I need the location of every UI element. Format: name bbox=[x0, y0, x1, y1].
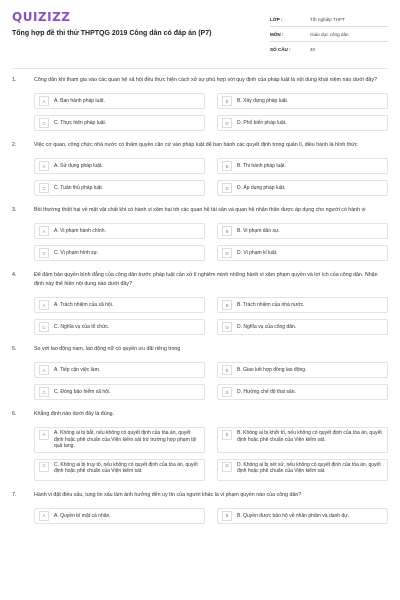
header-divider bbox=[12, 68, 388, 69]
question bbox=[12, 141, 388, 196]
option-a[interactable] bbox=[34, 93, 205, 109]
option-letter-badge: B bbox=[222, 511, 232, 521]
option-letter-badge: D bbox=[222, 387, 232, 397]
option-a[interactable] bbox=[34, 362, 205, 378]
option-text: D. Phổ biến pháp luật. bbox=[237, 120, 287, 126]
option-c[interactable] bbox=[34, 180, 205, 196]
option-c[interactable] bbox=[34, 245, 205, 261]
option-text: D. Vi phạm kỉ luật. bbox=[237, 250, 278, 256]
option-text: A. Sử dụng pháp luật. bbox=[54, 163, 103, 169]
option-letter-badge: A bbox=[39, 365, 49, 375]
option-b[interactable] bbox=[217, 508, 388, 524]
option-letter-badge: C bbox=[39, 387, 49, 397]
answer-options bbox=[12, 158, 388, 196]
option-letter-badge: B bbox=[222, 161, 232, 171]
option-letter-badge: C bbox=[39, 322, 49, 332]
meta-value: Tốt nghiệp THPT bbox=[310, 16, 345, 22]
option-b[interactable] bbox=[217, 427, 388, 453]
question-text: Để đảm bảo quyền bình đẳng của công dân trước pháp luật cần xử lí nghiêm minh những hành vi xâm phạm quyền và lợi ích của công dân. Nhận định này thể hiện nội dung nào dưới đây? bbox=[34, 272, 378, 287]
option-text: B. Xây dựng pháp luật. bbox=[237, 98, 289, 104]
option-b[interactable] bbox=[217, 93, 388, 109]
meta-value: Giáo dục công dân bbox=[310, 31, 349, 37]
option-text: D. Hưởng chế độ thai sản. bbox=[237, 389, 296, 395]
option-b[interactable] bbox=[217, 223, 388, 239]
meta-key: LỚP : bbox=[270, 16, 283, 22]
option-text: A. Ban hành pháp luật. bbox=[54, 98, 105, 104]
option-d[interactable] bbox=[217, 115, 388, 131]
option-letter-badge: C bbox=[39, 118, 49, 128]
question bbox=[12, 491, 388, 524]
option-text: A. Không ai bị bắt, nếu không có quyết định của tòa án, quyết định hoặc phê chuẩn của Viện kiểm sát trừ trường hợp phạm tội quả tang. bbox=[54, 430, 197, 449]
answer-options bbox=[12, 427, 388, 481]
question-number: 2. bbox=[12, 142, 17, 148]
document-header bbox=[12, 10, 388, 62]
option-text: B. Thi hành pháp luật. bbox=[237, 163, 286, 169]
option-text: D. Nghĩa vụ của công dân. bbox=[237, 324, 297, 330]
option-d[interactable] bbox=[217, 384, 388, 400]
option-letter-badge: A bbox=[39, 511, 49, 521]
answer-options bbox=[12, 93, 388, 131]
answer-options bbox=[12, 297, 388, 335]
question-number: 5. bbox=[12, 346, 17, 352]
option-letter-badge: D bbox=[222, 118, 232, 128]
option-text: A. Quyền bí mật cá nhân. bbox=[54, 512, 111, 519]
option-letter-badge: A bbox=[39, 300, 49, 310]
option-c[interactable] bbox=[34, 115, 205, 131]
question-list bbox=[12, 76, 388, 534]
option-a[interactable] bbox=[34, 508, 205, 524]
option-letter-badge: C bbox=[39, 248, 49, 258]
question bbox=[12, 345, 388, 400]
option-text: B. Quyền được bảo hộ về nhân phẩm và danh dự. bbox=[237, 512, 349, 519]
question bbox=[12, 271, 388, 335]
question-text: Khẳng định nào dưới đây là đúng. bbox=[34, 411, 115, 417]
option-text: B. Trách nhiệm của nhà nước. bbox=[237, 302, 305, 308]
answer-options bbox=[12, 508, 388, 524]
meta-row-class bbox=[270, 12, 388, 27]
option-d[interactable] bbox=[217, 459, 388, 481]
question bbox=[12, 76, 388, 131]
option-a[interactable] bbox=[34, 223, 205, 239]
meta-value: 40 bbox=[310, 46, 316, 52]
option-d[interactable] bbox=[217, 245, 388, 261]
option-text: C. Thực hiện pháp luật. bbox=[54, 120, 107, 126]
option-letter-badge: D bbox=[222, 462, 232, 472]
option-text: B. Giao kết hợp đồng lao động. bbox=[237, 367, 307, 373]
question-number: 3. bbox=[12, 207, 17, 213]
option-d[interactable] bbox=[217, 319, 388, 335]
question-text: Hành vi đặt điều xấu, tung tin xấu làm ảnh hưởng đến uy tín của người khác là vi phạm quyền nào của công dân? bbox=[34, 491, 302, 498]
question-text: Việc cơ quan, công chức nhà nước có thẩm quyền căn cứ vào pháp luật để ban hành các quyết định trong quản lí, điều hành là hình thức bbox=[34, 142, 358, 148]
option-text: C. Vi phạm hình sự. bbox=[54, 250, 99, 256]
option-letter-badge: D bbox=[222, 248, 232, 258]
quizizz-logo: QUIZIZZ bbox=[12, 10, 71, 24]
option-letter-badge: C bbox=[39, 462, 49, 472]
question-text: So với lao động nam, lao động nữ có quyền ưu đãi riêng trong bbox=[34, 346, 181, 352]
option-letter-badge: B bbox=[222, 226, 232, 236]
option-b[interactable] bbox=[217, 362, 388, 378]
option-text: C. Không ai bị truy tố, nếu không có quyết định của tòa án, quyết định hoặc phê chuẩn của Viện kiểm sát. bbox=[54, 461, 198, 474]
question bbox=[12, 206, 388, 261]
option-letter-badge: D bbox=[222, 322, 232, 332]
page-title: Tổng hợp đề thi thử THPTQG 2019 Công dân có đáp án (P7) bbox=[12, 30, 212, 37]
meta-key: SỐ CÂU : bbox=[270, 46, 291, 52]
question-number: 6. bbox=[12, 411, 17, 417]
option-a[interactable] bbox=[34, 427, 205, 453]
option-letter-badge: A bbox=[39, 226, 49, 236]
option-text: C. Tuân thủ pháp luật. bbox=[54, 185, 104, 191]
option-text: A. Vi phạm hành chính. bbox=[54, 228, 106, 234]
meta-row-subject bbox=[270, 27, 388, 42]
meta-row-count bbox=[270, 42, 388, 56]
option-a[interactable] bbox=[34, 297, 205, 313]
option-text: D. Không ai bị xét xử, nếu không có quyết định của tòa án, quyết định hoặc phê chuẩn của Viện kiểm sát. bbox=[237, 461, 381, 474]
option-letter-badge: B bbox=[222, 96, 232, 106]
option-letter-badge: C bbox=[39, 183, 49, 193]
option-text: B. Không ai bị khởi tố, nếu không có quyết định của tòa án, quyết định hoặc phê chuẩn của Viện kiểm sát. bbox=[237, 430, 382, 443]
question bbox=[12, 410, 388, 481]
option-a[interactable] bbox=[34, 158, 205, 174]
option-letter-badge: B bbox=[222, 430, 232, 440]
question-number: 1. bbox=[12, 77, 17, 83]
option-letter-badge: A bbox=[39, 96, 49, 106]
meta-key: MÔN : bbox=[270, 31, 284, 37]
option-text: C. Đóng bảo hiểm xã hội. bbox=[54, 389, 111, 395]
option-letter-badge: A bbox=[39, 161, 49, 171]
option-c[interactable] bbox=[34, 319, 205, 335]
option-text: A. Tiếp cận việc làm. bbox=[54, 367, 101, 373]
option-c[interactable] bbox=[34, 459, 205, 481]
option-text: D. Áp dụng pháp luật. bbox=[237, 185, 286, 191]
meta-table bbox=[270, 12, 388, 56]
option-c[interactable] bbox=[34, 384, 205, 400]
option-text: B. Vi phạm dân sự. bbox=[237, 228, 280, 234]
option-b[interactable] bbox=[217, 297, 388, 313]
option-letter-badge: D bbox=[222, 183, 232, 193]
option-d[interactable] bbox=[217, 180, 388, 196]
option-text: A. Trách nhiệm của xã hội. bbox=[54, 302, 114, 308]
answer-options bbox=[12, 223, 388, 261]
option-letter-badge: A bbox=[39, 430, 49, 440]
question-text: Bồi thường thiệt hại về mặt vật chất khi có hành vi xâm hại tới các quan hệ tài sản và quan hệ nhân thân được áp dụng cho người có hành vi bbox=[34, 207, 366, 213]
question-number: 4. bbox=[12, 272, 17, 278]
question-text: Công dân khi tham gia vào các quan hệ xã hội đều thực hiện cách xử sự phù hợp với quy định của pháp luật là nội dung khái niệm nào dưới đây? bbox=[34, 77, 377, 83]
option-text: C. Nghĩa vụ của tổ chức. bbox=[54, 324, 110, 330]
option-letter-badge: B bbox=[222, 300, 232, 310]
option-letter-badge: B bbox=[222, 365, 232, 375]
answer-options bbox=[12, 362, 388, 400]
option-b[interactable] bbox=[217, 158, 388, 174]
question-number: 7. bbox=[12, 491, 17, 498]
